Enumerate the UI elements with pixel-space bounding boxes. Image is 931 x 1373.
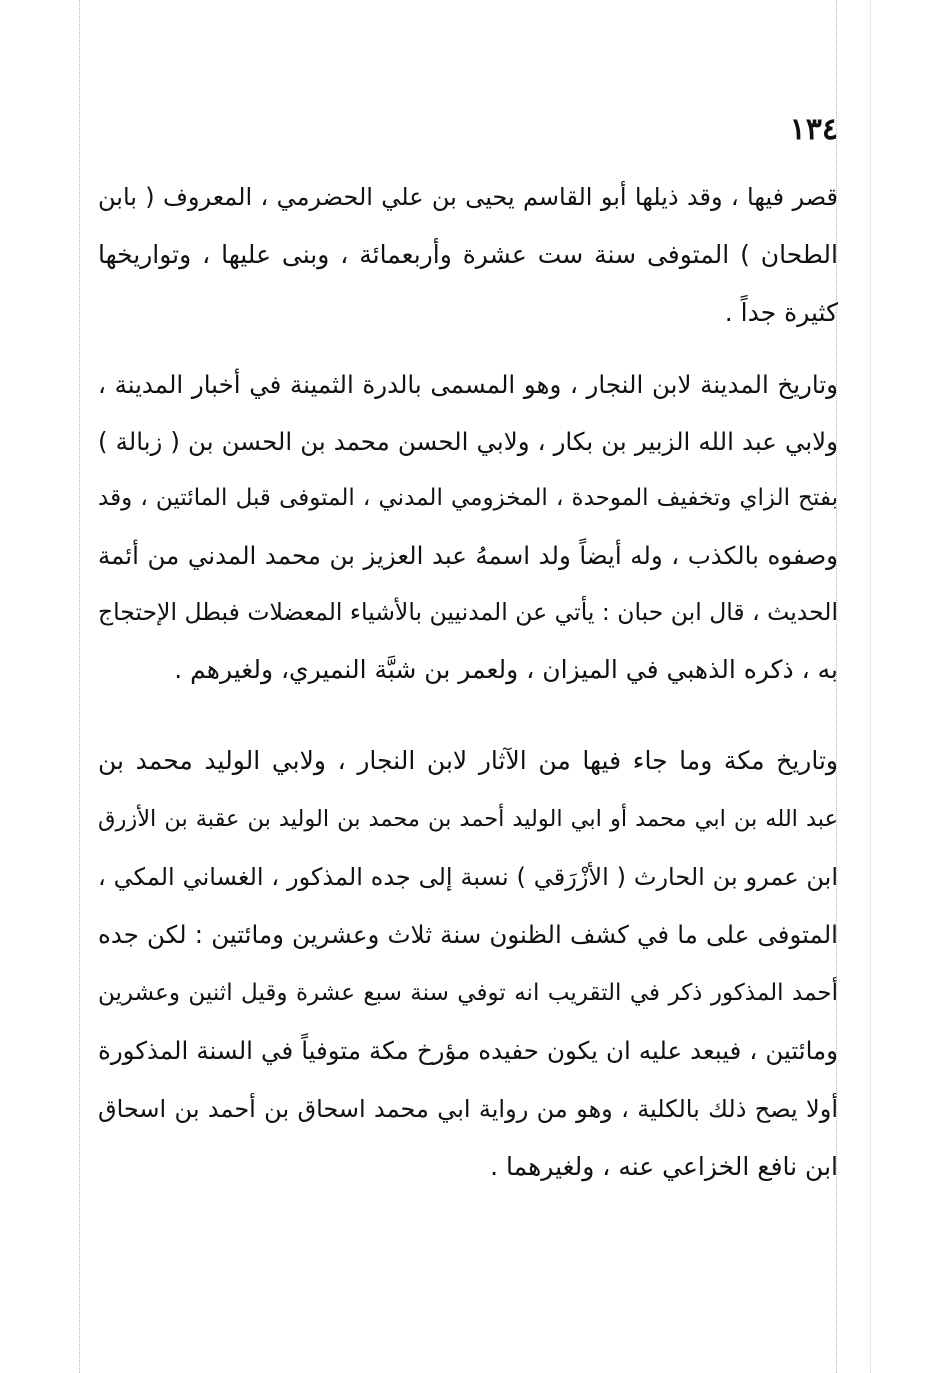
text-line: ابن عمرو بن الحارث ( الأزْرَقي ) نسبة إلى جده المذكور ، الغساني المكي ، [98,863,838,891]
text-line: وتاريخ مكة وما جاء فيها من الآثار لابن النجار ، ولابي الوليد محمد بن [98,746,838,775]
text-line: بفتح الزاي وتخفيف الموحدة ، المخزومي المدني ، المتوفى قبل المائتين ، وقد [98,485,838,511]
scan-margin-line-left [79,0,80,1373]
text-line: ولابي عبد الله الزبير بن بكار ، ولابي الحسن محمد بن الحسن بن ( زبالة ) [98,427,838,456]
text-line: الطحان ) المتوفى سنة ست عشرة وأربعمائة ، وبنى عليها ، وتواريخها [98,240,838,269]
paragraph-2 [98,356,838,698]
text-line: به ، ذكره الذهبي في الميزان ، ولعمر بن شبَّة النميري، ولغيرهم . [174,655,838,684]
text-line: الحديث ، قال ابن حبان : يأتي عن المدنيين بالأشياء المعضلات فبطل الإحتجاج [97,598,838,626]
paragraph-3 [98,732,838,1196]
text-line: قصر فيها ، وقد ذيلها أبو القاسم يحيى بن علي الحضرمي ، المعروف ( بابن [98,183,838,211]
text-line: وتاريخ المدينة لابن النجار ، وهو المسمى بالدرة الثمينة في أخبار المدينة ، [98,370,838,399]
text-line: وصفوه بالكذب ، وله أيضاً ولد اسمهُ عبد العزيز بن محمد المدني من أئمة [98,541,838,570]
text-line: أولا يصح ذلك بالكلية ، وهو من رواية ابي محمد اسحاق بن أحمد بن اسحاق [98,1095,838,1123]
page-number: ١٣٤ [789,112,838,147]
text-line: ومائتين ، فيبعد عليه ان يكون حفيده مؤرخ مكة متوفياً في السنة المذكورة [98,1036,838,1065]
scan-edge-line [870,0,871,1373]
paragraph-1 [98,168,838,342]
text-line: ابن نافع الخزاعي عنه ، ولغيرهما . [490,1152,838,1181]
text-line: عبد الله بن ابي محمد أو ابي الوليد أحمد بن محمد بن الوليد بن عقبة بن الأزرق [98,806,838,832]
text-line: أحمد المذكور ذكر في التقريب انه توفي سنة سبع عشرة وقيل اثنين وعشرين [98,980,838,1006]
text-line: كثيرة جداً . [724,298,838,327]
text-line: المتوفى على ما في كشف الظنون سنة ثلاث وعشرين ومائتين : لكن جده [98,920,838,949]
